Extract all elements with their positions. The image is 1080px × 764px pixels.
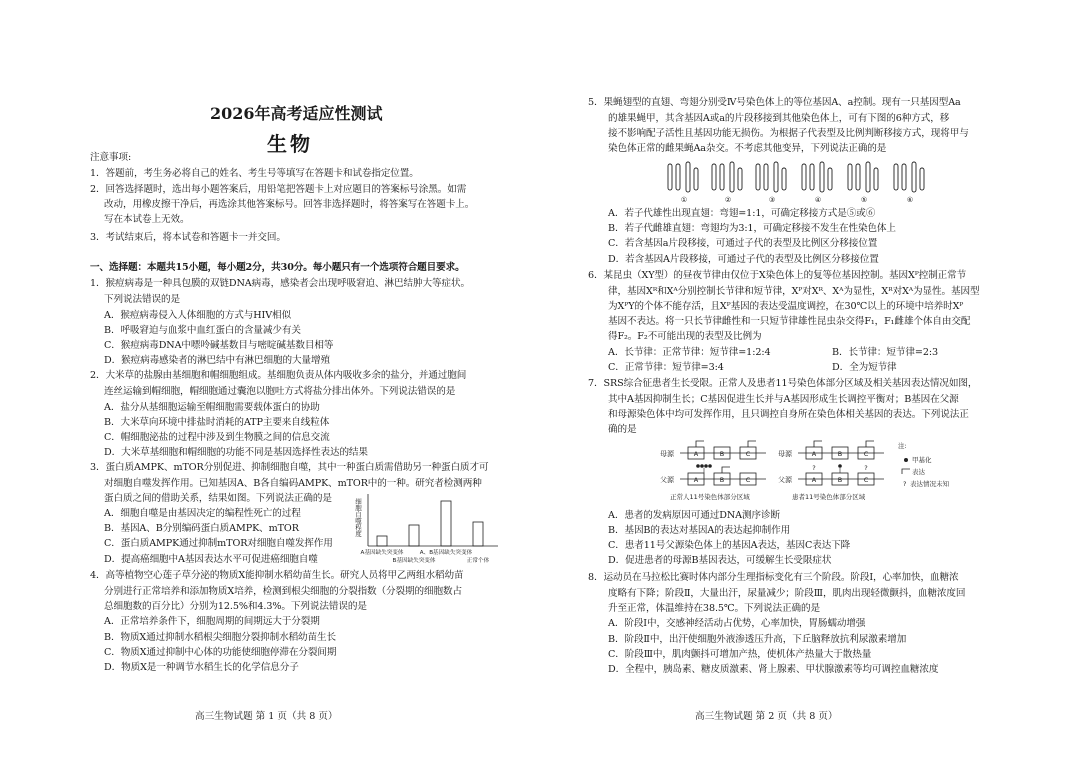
q1-option: D．猴痘病毒感染者的淋巴结中有淋巴细胞的大量增殖	[104, 355, 330, 366]
q3-bar	[377, 536, 387, 546]
q5-diagram-label: ⑤	[860, 196, 868, 204]
q3-tick-label: B基因缺失突变体	[392, 558, 436, 564]
q6-stem: 基因不表达。将一只长节律雌性和一只短节律雄性昆虫杂交得F₁，F₁雌雄个体自由交配	[608, 316, 971, 327]
notice-line: 2．回答选择题时，选出每小题答案后，用铅笔把答题卡上对应题目的答案标号涂黑。如需	[90, 184, 467, 195]
q5-stem: 5．果蝇翅型的直翅、弯翅分别受Ⅳ号染色体上的等位基因A、a控制。现有一只基因型Aa	[588, 97, 961, 108]
q7-option: C．患者11号父源染色体上的基因A表达，基因C表达下降	[608, 540, 851, 551]
gene-label: C	[863, 476, 869, 484]
q6-option: B．长节律：短节律=2:3	[832, 347, 938, 358]
q3-chart-ylabel: 细胞自噬程度	[354, 498, 362, 537]
question-mark: ?	[812, 464, 816, 472]
notice-line: 改动，用橡皮擦干净后，再选涂其他答案标号。回答非选择题时，将答案写在答题卡上。	[104, 199, 475, 210]
right-page	[540, 0, 1080, 764]
q2-stem: 连丝运输到帽细胞，帽细胞通过囊泡以胞吐方式将盐分排出体外。下列说法错误的是	[104, 386, 456, 397]
notice-line: 3．考试结束后，将本试卷和答题卡一并交回。	[90, 232, 286, 243]
q3-chart	[352, 488, 500, 578]
q5-option: A．若子代雄性出现直翅：弯翅=1:1，可确定移接方式是⑤或⑥	[608, 208, 876, 219]
q8-option: A．阶段Ⅰ中，交感神经活动占优势，心率加快，胃肠蠕动增强	[608, 618, 866, 629]
q3-bar	[409, 525, 419, 546]
chromosome-group	[668, 162, 698, 192]
q4-stem: 分别进行正常培养和添加物质X培养，检测到根尖细胞的分裂指数（分裂期的细胞数占	[104, 586, 462, 597]
q3-tick-label: A基因缺失突变体	[360, 550, 404, 556]
gene-label: A	[811, 476, 817, 484]
q5-diagram-label: ⑥	[906, 196, 914, 204]
gene-label: C	[745, 476, 751, 484]
q3-option: C．蛋白质AMPK通过抑制mTOR对细胞自噬发挥作用	[104, 538, 333, 549]
q6-stem: 为XᴾY的个体不能存活，且Xᴾ基因的表达受温度调控，在30℃以上的环境中培养时Xᴾ	[608, 301, 964, 312]
q6-stem: 6．某昆虫（XY型）的昼夜节律由仅位于X染色体上的复等位基因控制。基因Xᴾ控制正常节	[588, 270, 967, 281]
q2-option: A．盐分从基细胞运输至帽细胞需要载体蛋白的协助	[104, 402, 320, 413]
gene-label: A	[693, 476, 699, 484]
q5-stem: 接不影响配子活性且基因功能无损伤。为根据子代表型及比例判断移接方式，现将甲与	[608, 128, 969, 139]
q3-stem: 蛋白质之间的借助关系，结果如图。下列说法正确的是	[104, 493, 332, 504]
q5-option: D．若含基因A片段移接，可通过子代的表型及比例区分移接位置	[608, 254, 879, 265]
q3-stem: 对细胞自噬发挥作用。已知基因A、B各自编码AMPK、mTOR中的一种。研究者检测两种	[104, 478, 482, 489]
q5-diagram-label: ④	[814, 196, 822, 204]
q7-stem: 7．SRS综合征患者生长受限。正常人及患者11号染色体部分区域及相关基因表达情况如图，	[588, 378, 978, 389]
q3-tick-label: 正常个体	[466, 558, 490, 564]
q7-stem: 和母源染色体中均可发挥作用，且只调控自身所在染色体相关基因的表达。下列说法正	[608, 409, 969, 420]
q5-diagram-label: ①	[680, 196, 688, 204]
legend-methyl: 甲基化	[912, 456, 932, 464]
chromosome-group	[756, 162, 786, 192]
gene-label: C	[863, 450, 869, 458]
q3-option: B．基因A、B分别编码蛋白质AMPK、mTOR	[104, 523, 299, 534]
q7-option: D．促进患者的母源B基因表达，可缓解生长受限症状	[608, 555, 832, 566]
q4-option: A．正常培养条件下，细胞周期的间期远大于分裂期	[104, 616, 320, 627]
q2-option: B．大米草向环境中排盐时消耗的ATP主要来自线粒体	[104, 417, 330, 428]
father-label: 父源	[660, 476, 674, 484]
q3-option: D．提高癌细胞中A基因表达水平可促进癌细胞自噬	[104, 554, 318, 565]
mother-label: 母源	[660, 450, 674, 458]
q1-stem: 1．猴痘病毒是一种具包膜的双链DNA病毒，感染者会出现呼吸窘迫、淋巴结肿大等症状。	[90, 278, 470, 289]
q7-stem: 确的是	[608, 424, 637, 435]
q3-bar	[473, 522, 483, 546]
q7-gene-diagram	[660, 436, 960, 506]
q6-stem: 律，基因Xᴿ和Xᴬ分别控制长节律和短节律，Xᴾ对Xᴿ、Xᴬ为显性，Xᴿ对Xᴬ为显性。基因型	[608, 286, 980, 297]
q5-stem: 的雄果蝇甲，其含基因A或a的片段移接到其他染色体上，可有下图的6种方式，移	[608, 113, 950, 124]
subject-title: 生物	[267, 132, 313, 156]
q5-diagram-label: ③	[768, 196, 776, 204]
q1-option: A．猴痘病毒侵入人体细胞的方式与HIV相似	[104, 310, 292, 321]
notice-title: 注意事项:	[90, 152, 132, 163]
q3-option: A．细胞自噬是由基因决定的编程性死亡的过程	[104, 508, 301, 519]
q4-stem: 总细胞数的百分比）分别为12.5%和4.3%。下列说法错误的是	[104, 601, 367, 612]
gene-label: B	[719, 476, 725, 484]
q8-stem: 度略有下降；阶段Ⅱ，大量出汗，尿量减少；阶段Ⅲ，肌肉出现轻微颤抖，血糖浓度回	[608, 588, 966, 599]
legend-unknown: 表达情况未知	[910, 480, 949, 488]
q4-stem: 4．高等植物空心莲子草分泌的物质X能抑制水稻幼苗生长。研究人员将甲乙两组水稻幼苗	[90, 570, 464, 581]
q8-option: B．阶段Ⅱ中，出汗使细胞外液渗透压升高，下丘脑释放抗利尿激素增加	[608, 634, 907, 645]
legend-q: ?	[903, 480, 907, 488]
chromosome-group	[848, 162, 878, 192]
q1-option: B．呼吸窘迫与血浆中血红蛋白的含量减少有关	[104, 325, 301, 336]
father-label: 父源	[778, 476, 792, 484]
caption-normal: 正常人11号染色体部分区域	[670, 493, 750, 501]
notice-line: 1．答题前，考生务必将自己的姓名、考生号等填写在答题卡和试卷指定位置。	[90, 168, 419, 179]
q7-option: A．患者的发病原因可通过DNA测序诊断	[608, 510, 780, 521]
q5-chromosome-diagram	[660, 158, 940, 206]
q8-stem: 8．运动员在马拉松比赛时体内部分生理指标变化有三个阶段。阶段Ⅰ，心率加快，血糖浓	[588, 572, 959, 583]
q4-option: D．物质X是一种调节水稻生长的化学信息分子	[104, 662, 299, 673]
q5-option: B．若子代雌雄直翅：弯翅均为3:1，可确定移接不发生在性染色体上	[608, 223, 896, 234]
legend-title: 注:	[898, 442, 907, 450]
q5-stem: 染色体正常的雌果蝇Aa杂交。不考虑其他变异，下列说法正确的是	[608, 143, 887, 154]
gene-label: A	[693, 450, 699, 458]
chromosome-group	[894, 162, 924, 192]
q7-option: B．基因B的表达对基因A的表达起抑制作用	[608, 525, 791, 536]
chromosome-group	[802, 162, 832, 192]
notice-line: 写在本试卷上无效。	[104, 214, 190, 225]
q4-option: B．物质X通过抑制水稻根尖细胞分裂抑制水稻幼苗生长	[104, 632, 337, 643]
q1-option: C．猴痘病毒DNA中嘌呤碱基数目与嘧啶碱基数目相等	[104, 340, 334, 351]
legend-express: 表达	[912, 468, 925, 476]
q2-option: C．帽细胞泌盐的过程中涉及到生物膜之间的信息交流	[104, 432, 330, 443]
q5-diagram-label: ②	[724, 196, 732, 204]
q6-option: D．全为短节律	[832, 362, 897, 373]
page-footer: 高三生物试题 第 1 页（共 8 页）	[195, 711, 338, 722]
q6-stem: 得F₂。F₂不可能出现的表型及比例为	[608, 331, 762, 342]
chromosome-group	[712, 162, 742, 192]
q5-option: C．若含基因a片段移接，可通过子代的表型及比例区分移接位置	[608, 238, 878, 249]
q3-bar	[441, 501, 451, 546]
q2-stem: 2．大米草的盐腺由基细胞和帽细胞组成。基细胞负责从体内吸收多余的盐分，并通过胞间	[90, 370, 467, 381]
q3-stem: 3．蛋白质AMPK、mTOR分别促进、抑制细胞自噬，其中一种蛋白质需借助另一种蛋白质才可	[90, 462, 489, 473]
q1-stem: 下列说法错误的是	[104, 294, 180, 305]
section-title: 一、选择题：本题共15小题，每小题2分，共30分。每小题只有一个选项符合题目要求。	[90, 262, 465, 273]
q4-option: C．物质X通过抑制中心体的功能使细胞停滞在分裂间期	[104, 647, 337, 658]
q2-option: D．大米草基细胞和帽细胞的功能不同是基因选择性表达的结果	[104, 447, 368, 458]
q8-option: C．阶段Ⅲ中，肌肉颤抖可增加产热，使机体产热量大于散热量	[608, 649, 872, 660]
q6-option: C．正常节律：短节律=3:4	[608, 362, 724, 373]
gene-label: B	[837, 450, 843, 458]
mother-label: 母源	[778, 450, 792, 458]
gene-label: A	[811, 450, 817, 458]
question-mark: ?	[864, 464, 868, 472]
q6-option: A．长节律：正常节律：短节律=1:2:4	[608, 347, 771, 358]
page-footer: 高三生物试题 第 2 页（共 8 页）	[695, 711, 838, 722]
exam-title: 2026年高考适应性测试	[210, 104, 383, 123]
q7-stem: 其中A基因抑制生长；C基因促进生长并与A基因形成生长调控平衡对；B基因在父源	[608, 394, 959, 405]
q3-tick-label: A、B基因缺失突变体	[419, 550, 473, 556]
q8-option: D．全程中，胰岛素、糖皮质激素、肾上腺素、甲状腺激素等均可调控血糖浓度	[608, 664, 939, 675]
gene-label: C	[745, 450, 751, 458]
gene-label: B	[719, 450, 725, 458]
q8-stem: 升至正常，体温维持在38.5℃。下列说法正确的是	[608, 603, 820, 614]
caption-patient: 患者11号染色体部分区域	[792, 493, 866, 501]
gene-label: B	[837, 476, 843, 484]
